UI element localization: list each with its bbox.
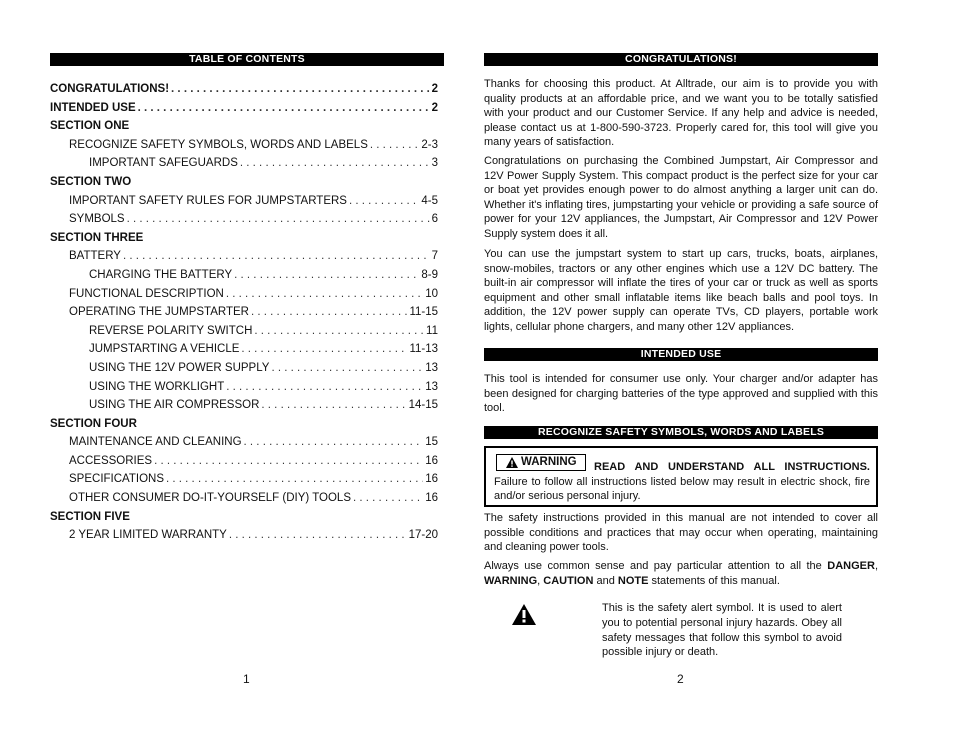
toc-entry-label: SYMBOLS xyxy=(69,213,125,226)
toc-entry-label: OTHER CONSUMER DO-IT-YOURSELF (DIY) TOOLS xyxy=(69,492,351,505)
toc-leader-dots xyxy=(138,99,430,118)
toc-leader-dots xyxy=(251,303,407,322)
page-number: 1 xyxy=(243,672,250,686)
toc-entry-label: IMPORTANT SAFEGUARDS xyxy=(89,157,238,170)
toc-leader-dots xyxy=(254,322,424,341)
toc-entry xyxy=(50,173,438,192)
warning-badge-label: WARNING xyxy=(521,456,577,468)
toc-entry xyxy=(50,396,438,415)
toc-entry xyxy=(50,433,438,452)
toc-entry xyxy=(50,470,438,489)
toc-leader-dots xyxy=(226,378,423,397)
toc-leader-dots xyxy=(240,154,430,173)
toc-entry-label: RECOGNIZE SAFETY SYMBOLS, WORDS AND LABELS xyxy=(69,138,368,151)
safety-alert-icon xyxy=(512,604,536,625)
congratulations-header: CONGRATULATIONS! xyxy=(484,53,878,66)
toc-header: TABLE OF CONTENTS xyxy=(50,53,444,66)
toc-entry-label: SECTION ONE xyxy=(50,120,130,133)
toc-entry-page: 16 xyxy=(425,492,438,505)
toc-entry xyxy=(50,303,438,322)
warning-badge xyxy=(496,454,586,471)
toc-entry-label: USING THE WORKLIGHT xyxy=(89,380,225,393)
intended-use-header: INTENDED USE xyxy=(484,348,878,361)
toc-leader-dots xyxy=(244,433,424,452)
toc-entry-label: REVERSE POLARITY SWITCH xyxy=(89,324,253,337)
toc-leader-dots xyxy=(154,452,423,471)
toc-entry-page: 2 xyxy=(431,101,438,114)
toc-entry xyxy=(50,322,438,341)
intended-use-paragraph: This tool is intended for consumer use only. Your charger and/or adapter has been designed for charging batteries of the type approved and supplied with this tool. xyxy=(484,373,878,414)
toc-leader-dots xyxy=(261,396,406,415)
note-word: NOTE xyxy=(617,574,649,587)
comma: , xyxy=(537,574,544,587)
toc-entry-page: 2 xyxy=(431,83,438,95)
comma: , xyxy=(874,560,878,572)
toc-entry-page: 16 xyxy=(425,473,438,486)
table-of-contents xyxy=(50,80,438,545)
toc-entry-page: 7 xyxy=(431,250,438,263)
safety-paragraph-1: The safety instructions provided in this manual are not intended to cover all possible conditions and practices that may occur when operating, maintaining and cleaning power tools. xyxy=(484,512,878,553)
safety-alert-text: This is the safety alert symbol. It is used to alert you to potential personal injury hazards. Obey all safety messages that follow this symbol to avoid possible injury or death. xyxy=(602,602,842,659)
toc-leader-dots xyxy=(241,340,407,359)
toc-leader-dots xyxy=(370,136,420,155)
toc-entry-page: 16 xyxy=(425,454,438,467)
toc-entry-page: 2-3 xyxy=(421,138,438,151)
toc-entry xyxy=(50,229,438,248)
toc-entry xyxy=(50,80,438,99)
toc-leader-dots xyxy=(229,526,407,545)
toc-entry xyxy=(50,210,438,229)
toc-entry xyxy=(50,154,438,173)
toc-entry-label: SECTION TWO xyxy=(50,175,132,188)
toc-entry xyxy=(50,266,438,285)
and-word: and xyxy=(593,574,618,587)
toc-entry xyxy=(50,452,438,471)
toc-entry xyxy=(50,247,438,266)
toc-entry-page: 4-5 xyxy=(421,194,438,207)
toc-entry-label: SECTION THREE xyxy=(50,231,144,244)
toc-entry-label: IMPORTANT SAFETY RULES FOR JUMPSTARTERS xyxy=(69,194,347,207)
toc-entry-label: FUNCTIONAL DESCRIPTION xyxy=(69,287,224,300)
toc-entry-label: SECTION FOUR xyxy=(50,417,137,430)
toc-entry-label: SPECIFICATIONS xyxy=(69,473,164,486)
toc-entry-page: 11-13 xyxy=(409,343,438,356)
danger-word: DANGER xyxy=(827,560,875,572)
toc-entry xyxy=(50,285,438,304)
toc-entry-label: 2 YEAR LIMITED WARRANTY xyxy=(69,529,227,542)
toc-entry xyxy=(50,378,438,397)
toc-entry xyxy=(50,340,438,359)
toc-leader-dots xyxy=(226,285,423,304)
warning-lead: READ AND UNDERSTAND ALL INSTRUCTIONS. xyxy=(594,461,870,473)
toc-entry-page: 8-9 xyxy=(421,268,438,281)
safety-paragraph-2 xyxy=(484,559,878,588)
toc-entry xyxy=(50,117,438,136)
page-number: 2 xyxy=(677,672,684,686)
toc-entry-label: USING THE AIR COMPRESSOR xyxy=(89,399,260,412)
toc-entry-page: 13 xyxy=(425,380,438,393)
toc-entry-label: USING THE 12V POWER SUPPLY xyxy=(89,361,270,374)
toc-entry-label: MAINTENANCE AND CLEANING xyxy=(69,436,242,449)
toc-entry xyxy=(50,99,438,118)
toc-leader-dots xyxy=(166,470,423,489)
toc-entry-label: CHARGING THE BATTERY xyxy=(89,268,233,281)
toc-entry-page: 10 xyxy=(425,287,438,300)
toc-entry-label: ACCESSORIES xyxy=(69,454,153,467)
warning-word: WARNING xyxy=(484,574,538,587)
toc-entry-page: 17-20 xyxy=(408,529,438,542)
toc-entry-page: 6 xyxy=(431,213,438,226)
toc-entry xyxy=(50,415,438,434)
safety-p2-end: statements of this manual. xyxy=(648,574,780,587)
toc-entry-label: BATTERY xyxy=(69,250,121,263)
toc-entry-label: JUMPSTARTING A VEHICLE xyxy=(89,343,240,356)
toc-entry xyxy=(50,508,438,527)
caution-word: CAUTION xyxy=(543,574,594,587)
congrats-paragraph-2: Congratulations on purchasing the Combined Jumpstart, Air Compressor and 12V Power Supply System. This compact product is the perfect size for your car or boat yet provides enough power to do almost anything a larger unit can do. Whether it's inflating tires, jumpstarting your vehicle or providing a safe source of power for your 12V appliances, the Jumpstart, Air Compressor and 12V Power Supply system does it all. xyxy=(484,155,878,240)
toc-entry-label: INTENDED USE xyxy=(50,101,136,114)
toc-entry xyxy=(50,136,438,155)
toc-leader-dots xyxy=(127,210,430,229)
toc-entry-page: 14-15 xyxy=(408,399,438,412)
toc-leader-dots xyxy=(123,247,430,266)
toc-entry-page: 13 xyxy=(425,361,438,374)
toc-leader-dots xyxy=(349,192,419,211)
congrats-paragraph-3: You can use the jumpstart system to start up cars, trucks, boats, airplanes, snow-mobiles, tractors or any other engines which use a 12V DC battery. The built-in air compressor will inflate the tires of your car or truck as well as sports equipment and other small inflatable items like beach balls and pool toys. In addition, the 12V power supply can operate TVs, CD players, portable work lights, cellular phone chargers, and many other 12V appliances. xyxy=(484,248,878,333)
toc-entry-page: 15 xyxy=(425,436,438,449)
toc-entry xyxy=(50,489,438,508)
toc-entry xyxy=(50,359,438,378)
toc-leader-dots xyxy=(271,359,423,378)
toc-entry xyxy=(50,192,438,211)
toc-leader-dots xyxy=(171,80,430,99)
toc-entry xyxy=(50,526,438,545)
safety-symbols-header: RECOGNIZE SAFETY SYMBOLS, WORDS AND LABELS xyxy=(484,426,878,439)
congrats-paragraph-1: Thanks for choosing this product. At Alltrade, our aim is to provide you with quality products at an affordable price, and we want you to be totally satisfied with your product and our Customer Service. If any help and advice is needed, please contact us at 1-800-590-3723. Properly cared for, this tool will give you many years of satisfaction. xyxy=(484,78,878,148)
warning-triangle-icon xyxy=(506,457,518,468)
toc-entry-label: OPERATING THE JUMPSTARTER xyxy=(69,306,249,319)
toc-entry-page: 11-15 xyxy=(409,306,438,319)
toc-leader-dots xyxy=(234,266,419,285)
toc-entry-page: 3 xyxy=(431,157,438,170)
toc-entry-label: CONGRATULATIONS! xyxy=(50,83,170,95)
toc-entry-label: SECTION FIVE xyxy=(50,510,130,523)
toc-leader-dots xyxy=(353,489,423,508)
warning-box xyxy=(484,446,878,507)
safety-p2-start: Always use common sense and pay particular attention to all the xyxy=(484,560,828,572)
toc-entry-page: 11 xyxy=(426,324,438,337)
warning-body: Failure to follow all instructions listed below may result in electric shock, fire and/or serious personal injury. xyxy=(494,475,870,502)
